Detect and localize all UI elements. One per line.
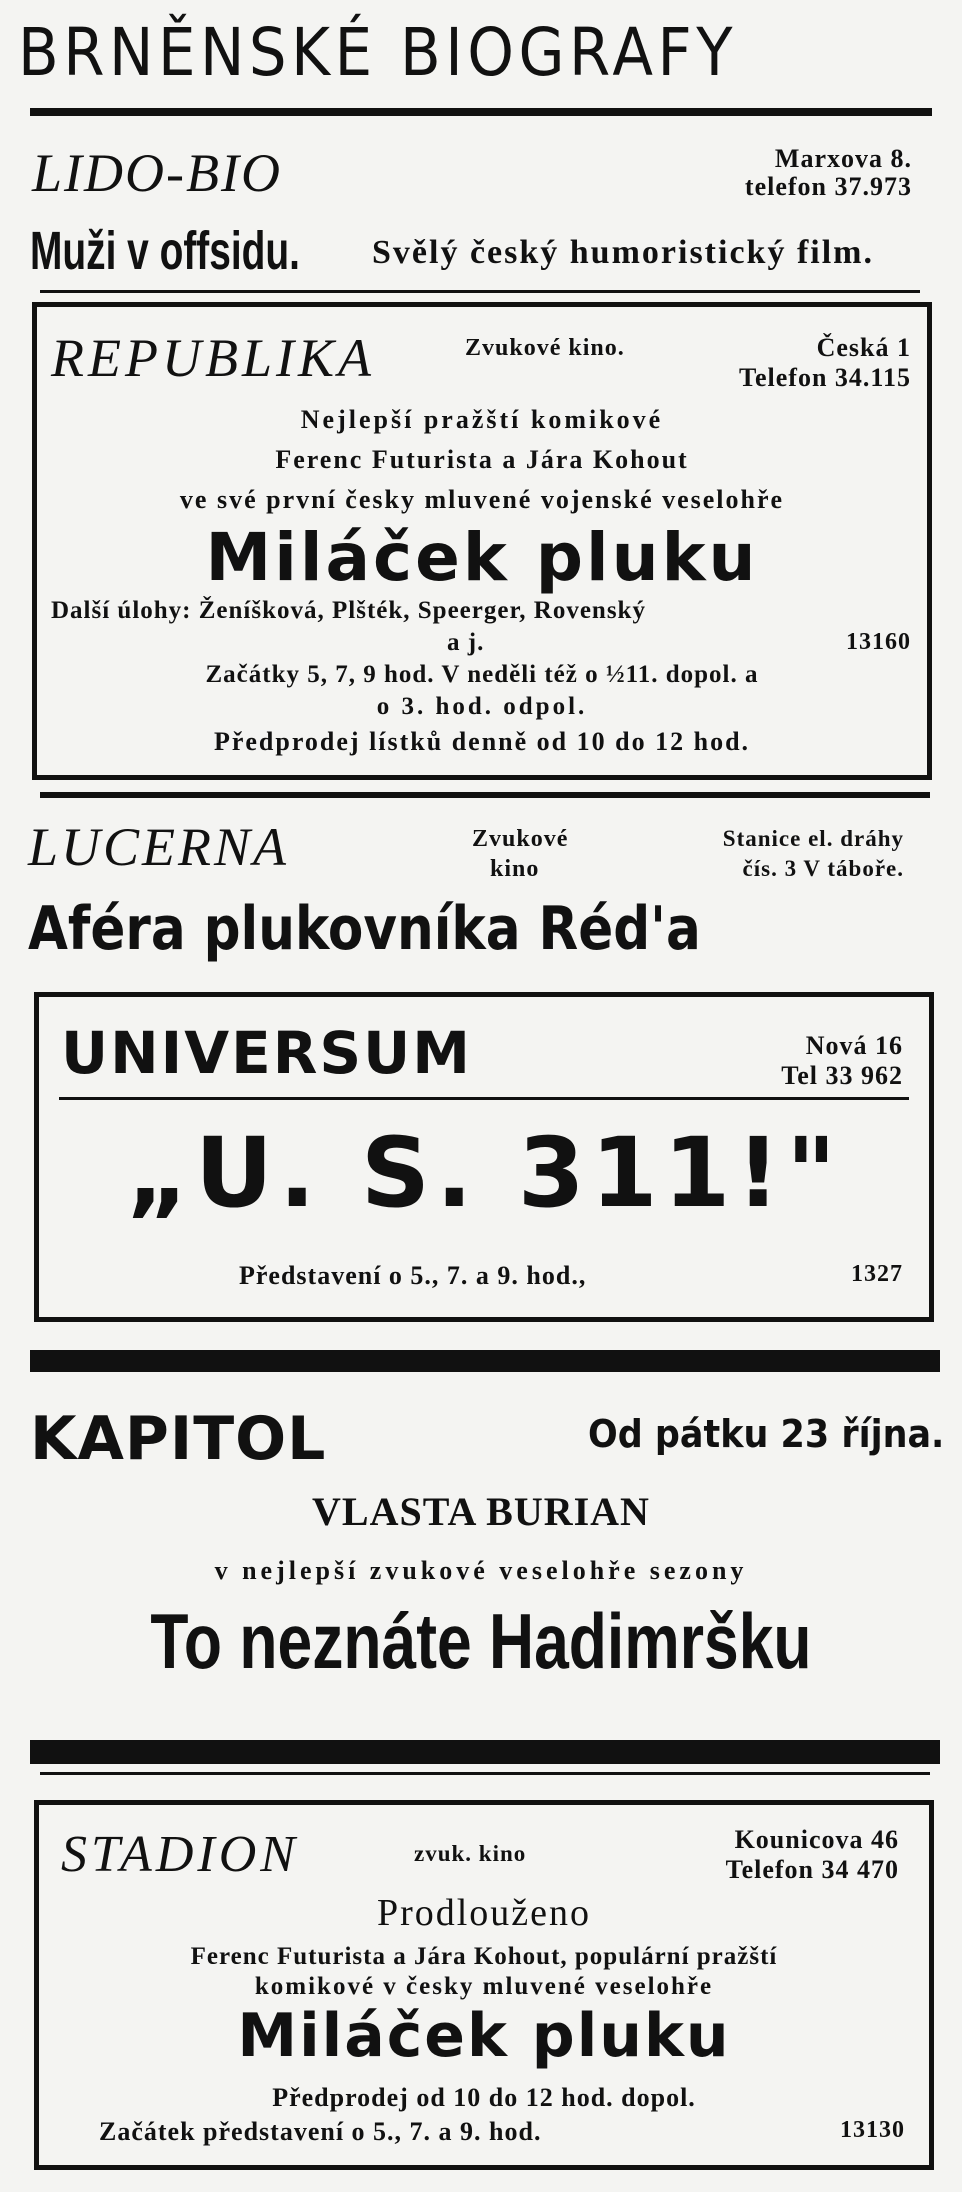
section-thin-rule-b [40,1772,930,1775]
republika-bottom-rule [40,792,930,798]
stadion-code: 13130 [840,2117,905,2143]
republika-line1: Nejlepší pražští komikové [300,405,664,434]
lucerna-kind1: Zvukové [472,826,569,852]
lucerna-film: Aféra plukovníka Réd'a [28,894,701,964]
lido-tagline: Svělý český humoristický film. [372,234,874,271]
lucerna-name: LUCERNA [28,817,290,877]
lido-name: LIDO-BIO [32,143,282,203]
republika-times: Začátky 5, 7, 9 hod. V neděli též o ½11. dopol. a [205,661,759,688]
lucerna-loc2: čís. 3 V táboře. [742,856,904,881]
lucerna-kind2: kino [490,856,540,882]
stadion-film: Miláček pluku [237,2001,731,2071]
kapitol-star: VLASTA BURIAN [312,1489,650,1534]
universum-address: Nová 16 [805,1031,903,1060]
stadion-name: STADION [61,1826,299,1883]
section-double-rule-b [30,1740,940,1764]
kapitol-line: v nejlepší zvukové veselohře sezony [214,1556,748,1585]
universum-rule [59,1097,909,1100]
stadion-address: Kounicova 46 [734,1825,899,1854]
republika-presale: Předprodej lístků denně od 10 do 12 hod. [213,727,751,756]
republika-kind: Zvukové kino. [465,335,625,361]
republika-times2: o 3. hod. odpol. [376,693,588,720]
stadion-times: Začátek představení o 5., 7. a 9. hod. [99,2117,542,2146]
universum-film: „U. S. 311!" [125,1117,843,1229]
section-double-rule-a [30,1350,940,1372]
kapitol-name: KAPITOL [30,1404,327,1474]
stadion-phone: Telefon 34 470 [725,1855,899,1884]
republika-name: REPUBLIKA [51,328,375,388]
kapitol-film: To neznáte Hadimršku [150,1597,812,1685]
universum-phone: Tel 33 962 [781,1061,903,1090]
republika-line2: Ferenc Futurista a Jára Kohout [275,445,689,474]
stadion-presale: Předprodej od 10 do 12 hod. dopol. [272,2083,696,2112]
universum-ad [34,992,934,1322]
stadion-ad [34,1800,934,2170]
republika-phone: Telefon 34.115 [739,363,911,392]
stadion-line1: Ferenc Futurista a Jára Kohout, populární pražští [190,1943,778,1970]
stadion-line2: komikové v česky mluvené veselohře [254,1973,714,2000]
republika-cast2: a j. [447,629,485,656]
stadion-status: Prodlouženo [376,1892,592,1934]
masthead-rule [30,108,932,116]
republika-ad [32,302,932,780]
universum-code: 1327 [851,1261,903,1287]
republika-film: Miláček pluku [205,519,759,596]
republika-cast: Další úlohy: Ženíšková, Plšték, Speerger, Rovenský [51,597,646,624]
republika-line3: ve své první česky mluvené vojenské veselohře [179,485,785,514]
lucerna-loc1: Stanice el. dráhy [722,826,904,851]
republika-code: 13160 [846,629,911,655]
masthead-title: BRNĚNSKÉ BIOGRAFY [18,14,738,91]
universum-name: UNIVERSUM [61,1019,472,1087]
lido-rule [40,290,920,293]
stadion-kind: zvuk. kino [414,1841,527,1866]
universum-times: Představení o 5., 7. a 9. hod., [239,1261,587,1290]
republika-address: Česká 1 [816,333,911,362]
lido-phone: telefon 37.973 [744,172,912,201]
lido-film: Muži v offsidu. [30,221,300,281]
kapitol-date: Od pátku 23 října. [587,1412,944,1456]
lido-address: Marxova 8. [774,144,912,173]
